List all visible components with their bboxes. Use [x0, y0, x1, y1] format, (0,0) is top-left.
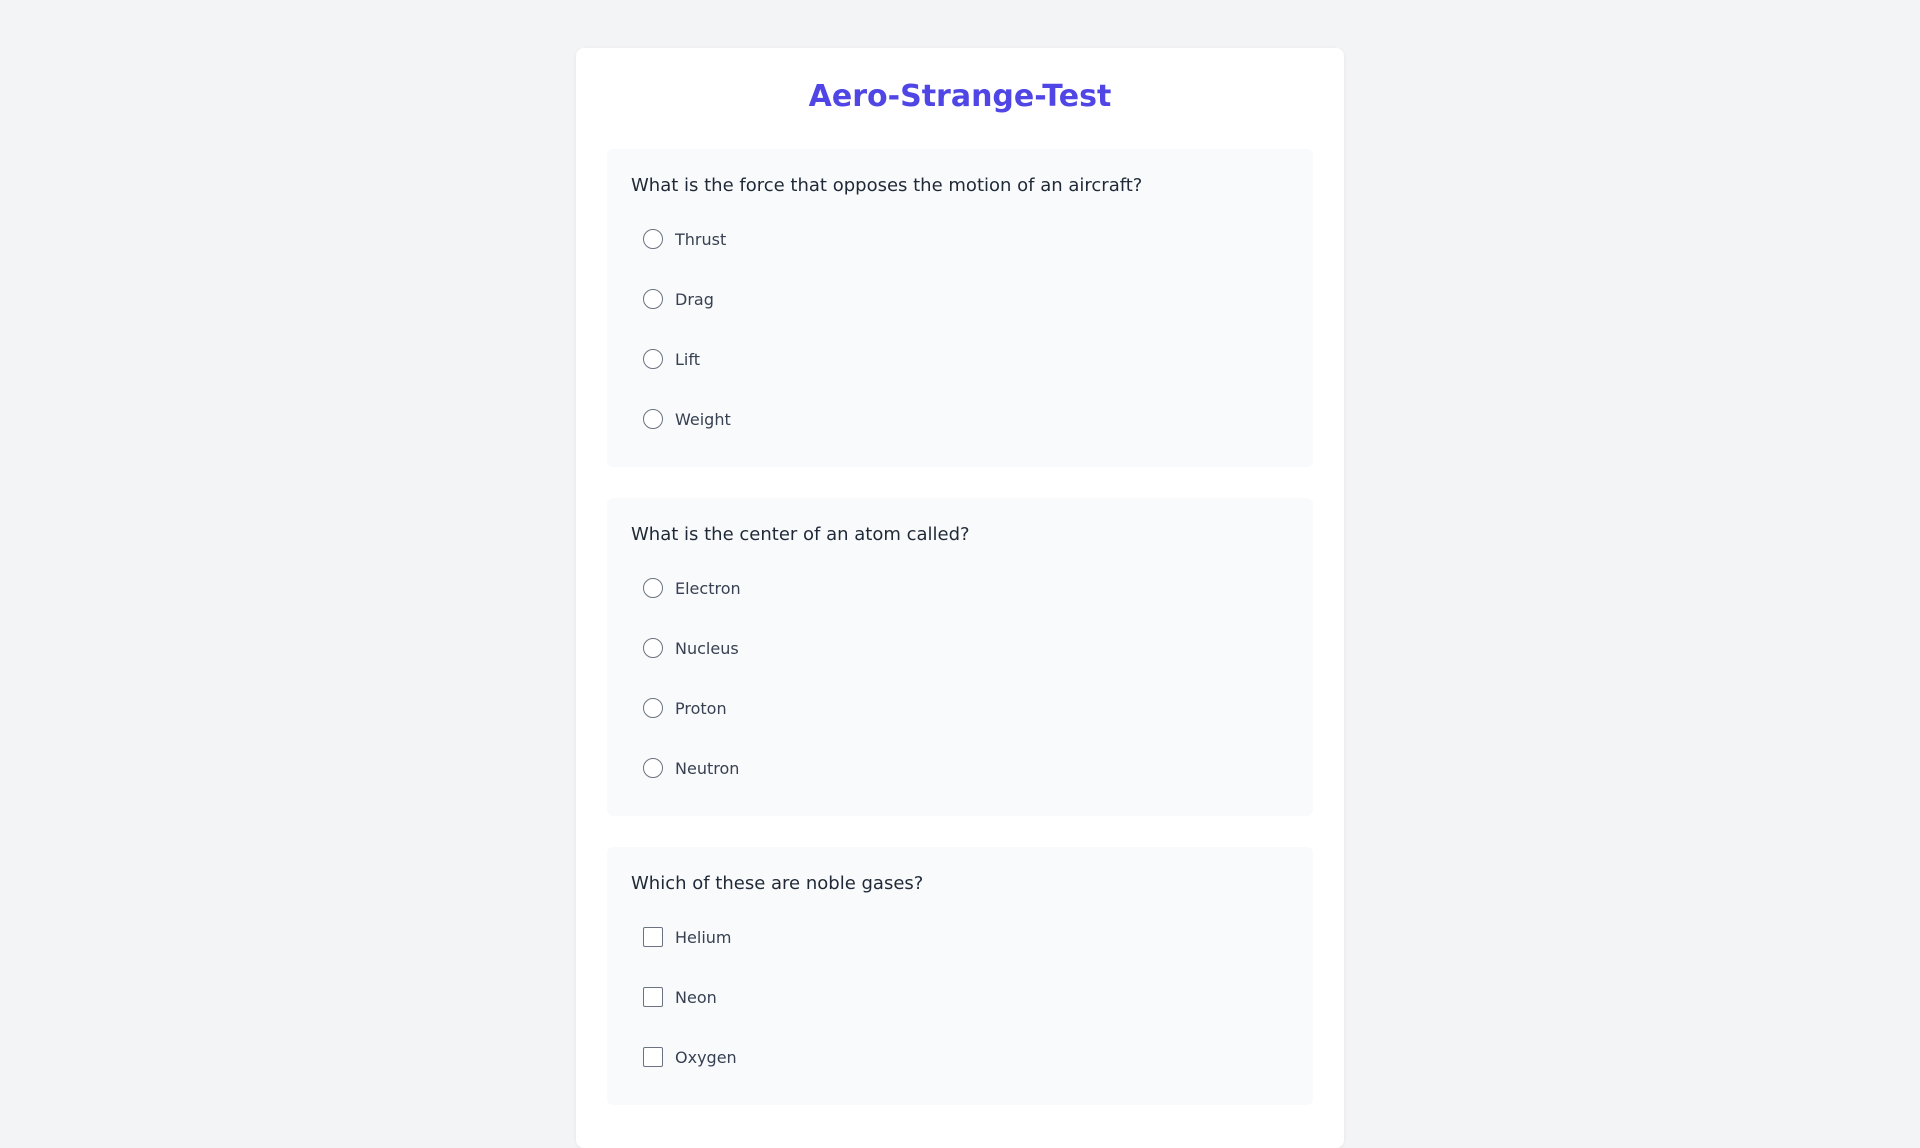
answer-option[interactable] [631, 678, 1289, 738]
radio-button[interactable] [643, 349, 663, 369]
option-label: Thrust [675, 229, 727, 249]
option-label: Neutron [675, 758, 740, 778]
answer-option[interactable] [631, 329, 1289, 389]
question-text: What is the center of an atom called? [631, 524, 970, 545]
radio-button[interactable] [643, 758, 663, 778]
option-label: Neon [675, 987, 717, 1007]
answer-option[interactable] [631, 209, 1289, 269]
answer-option[interactable] [631, 558, 1289, 618]
checkbox[interactable] [643, 987, 663, 1007]
option-label: Drag [675, 289, 714, 309]
question-card-1 [607, 149, 1313, 467]
checkbox[interactable] [643, 1047, 663, 1067]
question-text: Which of these are noble gases? [631, 873, 924, 894]
checkbox[interactable] [643, 927, 663, 947]
option-label: Helium [675, 927, 732, 947]
radio-button[interactable] [643, 638, 663, 658]
quiz-card [576, 48, 1344, 1148]
option-label: Electron [675, 578, 741, 598]
answer-option[interactable] [631, 967, 1289, 1027]
question-text: What is the force that opposes the motion of an aircraft? [631, 175, 1143, 196]
answer-option[interactable] [631, 618, 1289, 678]
question-card-2 [607, 498, 1313, 816]
radio-button[interactable] [643, 289, 663, 309]
answer-option[interactable] [631, 1027, 1289, 1087]
radio-button[interactable] [643, 698, 663, 718]
option-label: Proton [675, 698, 727, 718]
option-label: Lift [675, 349, 700, 369]
question-card-3 [607, 847, 1313, 1105]
quiz-title: Aero-Strange-Test [808, 79, 1112, 114]
option-label: Nucleus [675, 638, 739, 658]
option-label: Oxygen [675, 1047, 737, 1067]
option-label: Weight [675, 409, 731, 429]
radio-button[interactable] [643, 229, 663, 249]
radio-button[interactable] [643, 409, 663, 429]
question-list [576, 149, 1344, 1105]
answer-option[interactable] [631, 738, 1289, 798]
answer-option[interactable] [631, 269, 1289, 329]
radio-button[interactable] [643, 578, 663, 598]
answer-option[interactable] [631, 389, 1289, 449]
answer-option[interactable] [631, 907, 1289, 967]
